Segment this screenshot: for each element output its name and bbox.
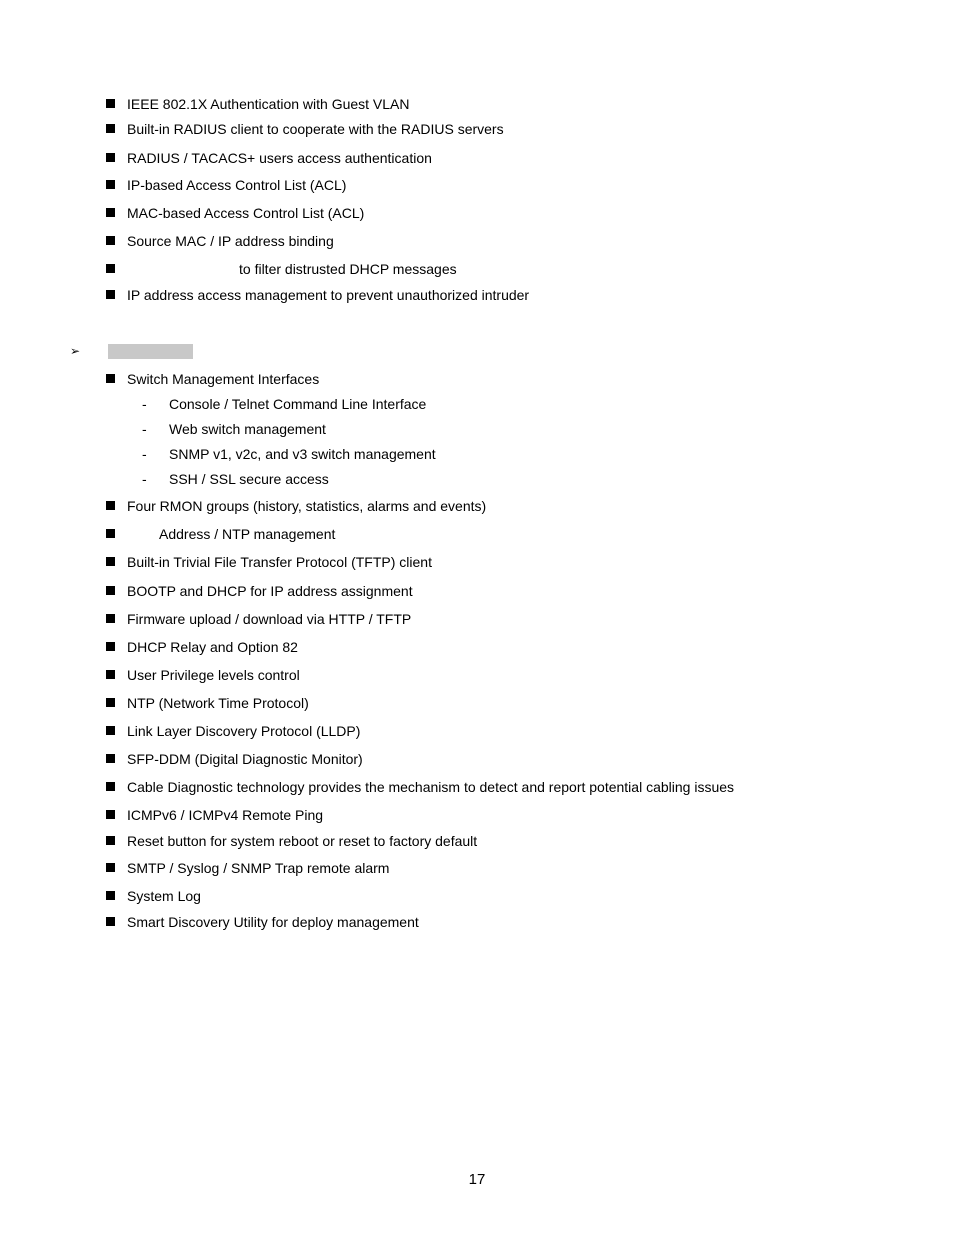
page-number: 17 — [468, 1171, 486, 1188]
list-item-text: Smart Discovery Utility for deploy management — [127, 914, 419, 930]
dash-bullet: - — [142, 446, 147, 462]
list-item-text: User Privilege levels control — [127, 667, 300, 683]
redacted-heading-bar — [108, 344, 193, 359]
square-bullet-icon — [106, 124, 115, 133]
square-bullet-icon — [106, 917, 115, 926]
square-bullet-icon — [106, 698, 115, 707]
list-item-text: Cable Diagnostic technology provides the mechanism to detect and report potential cabling issues — [127, 779, 735, 795]
list-item-text: Four RMON groups (history, statistics, alarms and events) — [127, 498, 487, 514]
square-bullet-icon — [106, 236, 115, 245]
dash-bullet: - — [142, 421, 147, 437]
square-bullet-icon — [106, 642, 115, 651]
list-item-text: IEEE 802.1X Authentication with Guest VLAN — [127, 96, 410, 112]
square-bullet-icon — [106, 863, 115, 872]
square-bullet-icon — [106, 614, 115, 623]
list-item-text: BOOTP and DHCP for IP address assignment — [127, 583, 413, 599]
list-item-text: NTP (Network Time Protocol) — [127, 695, 309, 711]
square-bullet-icon — [106, 754, 115, 763]
square-bullet-icon — [106, 208, 115, 217]
square-bullet-icon — [106, 153, 115, 162]
square-bullet-icon — [106, 782, 115, 791]
list-item-text: IP-based Access Control List (ACL) — [127, 177, 347, 193]
list-item-text: Reset button for system reboot or reset to factory default — [127, 833, 478, 849]
list-item-text: Link Layer Discovery Protocol (LLDP) — [127, 723, 361, 739]
square-bullet-icon — [106, 264, 115, 273]
list-item-text: DHCP Relay and Option 82 — [127, 639, 298, 655]
list-item-text: Address / NTP management — [159, 526, 336, 542]
list-item-text: RADIUS / TACACS+ users access authentication — [127, 150, 432, 166]
sub-list-item-text: Web switch management — [169, 421, 326, 437]
sub-list-item-text: SNMP v1, v2c, and v3 switch management — [169, 446, 436, 462]
list-item-text: ICMPv6 / ICMPv4 Remote Ping — [127, 807, 324, 823]
list-item-text: SMTP / Syslog / SNMP Trap remote alarm — [127, 860, 390, 876]
list-item-text: to filter distrusted DHCP messages — [239, 261, 457, 277]
list-item-text: Built-in RADIUS client to cooperate with the RADIUS servers — [127, 121, 504, 137]
square-bullet-icon — [106, 586, 115, 595]
list-item-text: SFP-DDM (Digital Diagnostic Monitor) — [127, 751, 363, 767]
sub-list-item-text: SSH / SSL secure access — [169, 471, 329, 487]
square-bullet-icon — [106, 557, 115, 566]
list-item-text: Built-in Trivial File Transfer Protocol (TFTP) client — [127, 554, 432, 570]
square-bullet-icon — [106, 836, 115, 845]
dash-bullet: - — [142, 396, 147, 412]
arrow-bullet-icon: ➢ — [70, 344, 81, 358]
square-bullet-icon — [106, 180, 115, 189]
square-bullet-icon — [106, 290, 115, 299]
list-item-text: Switch Management Interfaces — [127, 371, 320, 387]
square-bullet-icon — [106, 891, 115, 900]
square-bullet-icon — [106, 501, 115, 510]
square-bullet-icon — [106, 529, 115, 538]
square-bullet-icon — [106, 810, 115, 819]
list-item-text: MAC-based Access Control List (ACL) — [127, 205, 365, 221]
square-bullet-icon — [106, 670, 115, 679]
square-bullet-icon — [106, 726, 115, 735]
list-item-text: Source MAC / IP address binding — [127, 233, 334, 249]
list-item-text: IP address access management to prevent unauthorized intruder — [127, 287, 530, 303]
sub-list-item-text: Console / Telnet Command Line Interface — [169, 396, 427, 412]
dash-bullet: - — [142, 471, 147, 487]
list-item-text: System Log — [127, 888, 201, 904]
square-bullet-icon — [106, 374, 115, 383]
square-bullet-icon — [106, 99, 115, 108]
list-item-text: Firmware upload / download via HTTP / TFTP — [127, 611, 412, 627]
